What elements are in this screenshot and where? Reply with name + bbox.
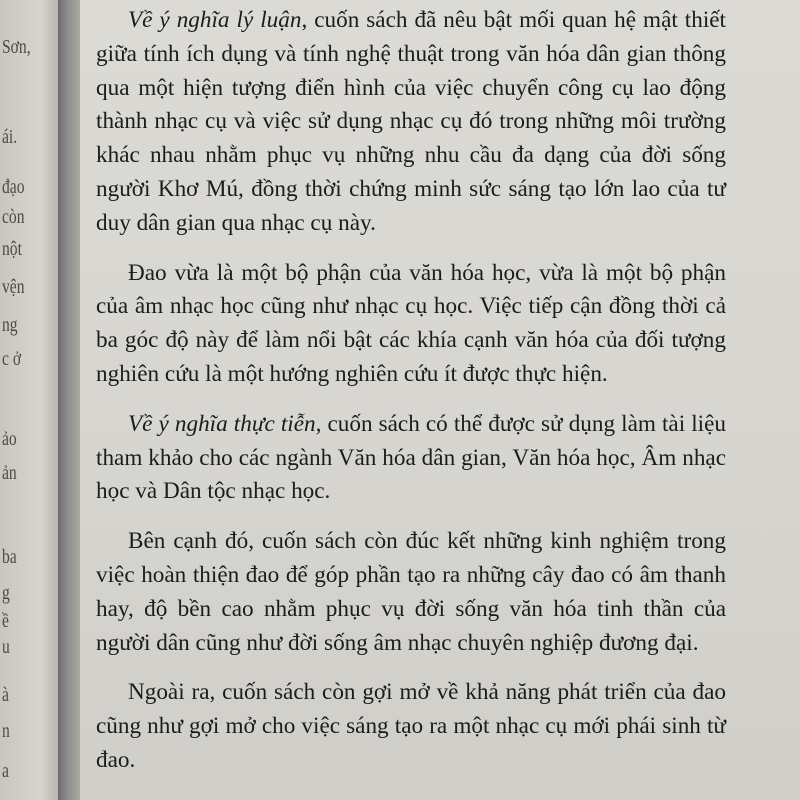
- previous-page-fragment: nột: [2, 238, 22, 260]
- paragraph-text: , cuốn sách có thể được sử dụng làm tài liệu tham khảo cho các ngành Văn hóa dân gian, Văn hóa học, Âm nhạc học và Dân tộc nhạc học.: [96, 410, 727, 505]
- previous-page-fragment: c ở: [2, 348, 22, 370]
- paragraph-further-development: [96, 676, 726, 777]
- page-body: [96, 4, 726, 794]
- previous-page-fragment: à: [2, 684, 9, 706]
- previous-page-fragment: g: [2, 582, 10, 604]
- paragraph-experience-summary: [96, 525, 726, 660]
- book-gutter: [58, 0, 80, 800]
- paragraph-lead-italic: Về ý nghĩa thực tiễn: [128, 410, 316, 437]
- previous-page-fragment: vện: [2, 276, 25, 298]
- paragraph-lead-italic: Về ý nghĩa lý luận: [128, 7, 302, 33]
- previous-page-fragment: ề: [2, 610, 9, 632]
- paragraph-dao-research-approach: [96, 257, 726, 392]
- paragraph-theoretical-significance: [96, 4, 726, 241]
- previous-page-fragment: ái.: [2, 126, 18, 148]
- previous-page-edge: [0, 0, 58, 800]
- previous-page-fragment: còn: [2, 206, 25, 228]
- previous-page-fragment: ng: [2, 314, 18, 336]
- previous-page-fragment: ản: [2, 462, 17, 484]
- previous-page-fragment: Sơn,: [2, 36, 31, 58]
- paragraph-practical-significance: [96, 408, 726, 509]
- previous-page-fragment: đạo: [2, 176, 25, 198]
- paragraph-text: Ngoài ra, cuốn sách còn gợi mở về khả năng phát triển của đao cũng như gợi mở cho việc sáng tạo ra một nhạc cụ mới phái sinh từ đao.: [96, 679, 726, 773]
- previous-page-fragment: a: [2, 760, 9, 782]
- previous-page-fragment: n: [2, 720, 10, 742]
- paragraph-text: Đao vừa là một bộ phận của văn hóa học, vừa là một bộ phận của âm nhạc học cũng như nhạc cụ học. Việc tiếp cận đồng thời cả ba góc độ này để làm nổi bật các khía cạnh văn hóa của đối tượng nghiên cứu là một hướng nghiên cứu ít được thực hiện.: [96, 259, 726, 387]
- previous-page-fragment: ba: [2, 546, 17, 568]
- previous-page-fragment: ảo: [2, 428, 17, 450]
- paragraph-text: , cuốn sách đã nêu bật mối quan hệ mật thiết giữa tính ích dụng và tính nghệ thuật trong văn hóa dân gian thông qua một hiện tượng điển hình của việc chuyển công cụ lao động thành nhạc cụ và việc sử dụng nhạc cụ đó trong những môi trường khác nhau nhằm phục vụ những nhu cầu đa dạng của đời sống người Khơ Mú, đồng thời chứng minh sức sáng tạo lớn lao của tư duy dân gian qua nhạc cụ này.: [96, 7, 726, 236]
- previous-page-fragment: u: [2, 636, 10, 658]
- paragraph-text: Bên cạnh đó, cuốn sách còn đúc kết những kinh nghiệm trong việc hoàn thiện đao để góp phần tạo ra những cây đao có âm thanh hay, độ bền cao nhằm phục vụ đời sống văn hóa tinh thần của người dân cũng như đời sống âm nhạc chuyên nghiệp đương đại.: [96, 528, 726, 656]
